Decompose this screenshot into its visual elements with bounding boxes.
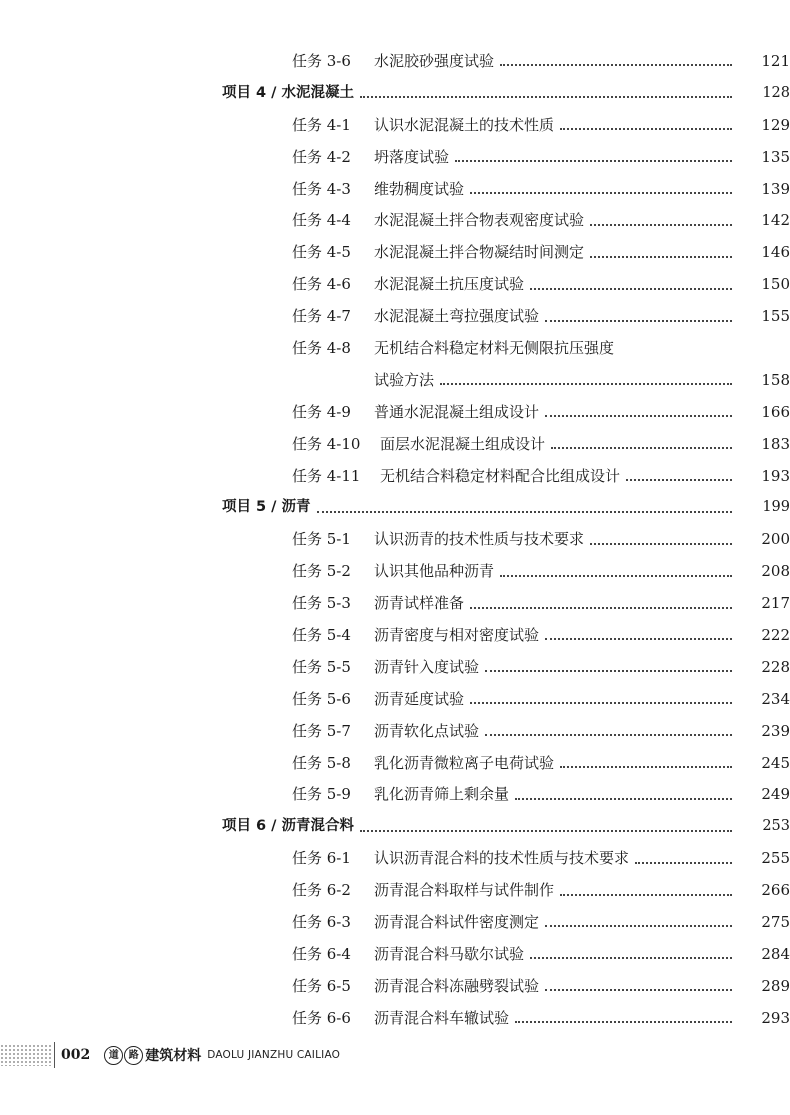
page-ref: 193 [761,466,790,485]
toc-task-entry[interactable] [0,556,790,588]
toc-task-entry[interactable] [0,843,790,875]
task-code: 任务 4-5 [292,243,351,262]
entry-title: 无机结合料稳定材料配合比组成设计 [380,466,621,485]
toc-task-entry[interactable] [0,1003,790,1035]
page-ref: 155 [761,307,790,326]
entry-title: 沥青混合料马歇尔试验 [374,944,525,963]
toc-task-entry[interactable] [0,939,790,971]
task-code: 任务 4-10 [292,434,361,453]
entry-title: 认识水泥混凝土的技术性质 [374,115,555,134]
page-ref: 249 [761,785,790,804]
dot-leader [590,542,732,545]
page-ref: 284 [761,944,790,963]
entry-title: 水泥混凝土拌合物凝结时间测定 [374,243,585,262]
dot-leader [360,829,732,832]
entry-title: 认识沥青的技术性质与技术要求 [374,530,585,549]
task-code: 任务 5-3 [292,594,351,613]
toc-task-entry[interactable] [0,684,790,716]
toc-task-entry[interactable] [0,397,790,429]
dot-leader [515,1020,732,1023]
page-ref: 146 [761,243,790,262]
entry-title: 沥青试样准备 [374,594,465,613]
entry-title: 沥青混合料试件密度测定 [374,913,540,932]
entry-title: 水泥混凝土弯拉强度试验 [374,307,540,326]
entry-title: 沥青混合料取样与试件制作 [374,881,555,900]
project-label: 项目 5 / 沥青 [222,499,311,516]
dot-leader [545,319,732,322]
entry-title: 无机结合料稳定材料无侧限抗压强度 [374,339,615,358]
toc-task-entry[interactable] [0,237,790,269]
dot-leader [470,701,732,704]
entry-title: 面层水泥混凝土组成设计 [380,434,546,453]
entry-title: 认识其他品种沥青 [374,562,495,581]
toc-project-entry[interactable] [0,78,790,110]
page-ref: 228 [761,657,790,676]
toc-task-entry[interactable] [0,652,790,684]
toc-task-entry[interactable] [0,269,790,301]
page-ref: 158 [761,370,790,389]
page-ref: 289 [761,976,790,995]
task-code: 任务 6-4 [292,944,351,963]
dot-leader [360,95,732,98]
task-code: 任务 5-6 [292,689,351,708]
book-title: 建筑材料 [145,1048,202,1064]
entry-title: 沥青软化点试验 [374,721,480,740]
toc-task-entry[interactable] [0,588,790,620]
page-ref: 217 [761,594,790,613]
page-ref: 199 [762,499,790,516]
task-code: 任务 5-5 [292,657,351,676]
footer-divider [54,1042,55,1068]
dot-leader [551,446,732,449]
task-code: 任务 5-2 [292,562,351,581]
dot-leader [590,255,732,258]
task-code: 任务 4-11 [292,466,361,485]
task-code: 任务 3-6 [292,52,351,70]
toc-task-entry[interactable] [0,524,790,556]
toc-task-entry[interactable] [0,716,790,748]
toc-task-entry[interactable] [0,875,790,907]
page-ref: 121 [761,52,790,70]
page-ref: 139 [761,179,790,198]
dot-leader [545,924,732,927]
task-code: 任务 4-2 [292,147,351,166]
entry-title: 沥青针入度试验 [374,657,480,676]
toc-task-entry[interactable] [0,461,790,493]
page-ref: 245 [761,753,790,772]
page-ref: 129 [761,115,790,134]
task-code: 任务 4-7 [292,307,351,326]
dot-leader [545,637,732,640]
page-ref: 275 [761,913,790,932]
task-code: 任务 5-7 [292,721,351,740]
page-ref: 239 [761,721,790,740]
dot-leader [626,478,732,481]
book-title-pinyin: DAOLU JIANZHU CAILIAO [207,1049,341,1061]
dot-leader [317,510,732,513]
task-code: 任务 6-1 [292,849,351,868]
entry-title: 认识沥青混合料的技术性质与技术要求 [374,849,630,868]
entry-title: 沥青混合料车辙试验 [374,1008,510,1027]
entry-title: 乳化沥青微粒离子电荷试验 [374,753,555,772]
book-logo [104,1046,143,1065]
page-ref: 255 [761,849,790,868]
toc-task-entry[interactable] [0,205,790,237]
task-code: 任务 5-1 [292,530,351,549]
entry-title: 沥青密度与相对密度试验 [374,626,540,645]
toc-task-entry[interactable] [0,46,790,78]
entry-title: 坍落度试验 [374,147,450,166]
dot-leader [530,287,732,290]
toc-task-entry[interactable] [0,110,790,142]
entry-title: 乳化沥青筛上剩余量 [374,785,510,804]
dot-leader [545,414,732,417]
task-code: 任务 4-1 [292,115,351,134]
task-code: 任务 4-4 [292,211,351,230]
entry-title: 普通水泥混凝土组成设计 [374,402,540,421]
dot-leader [530,956,732,959]
toc-task-entry[interactable] [0,971,790,1003]
page-ref: 142 [761,211,790,230]
entry-title: 试验方法 [374,370,435,389]
toc-task-entry[interactable] [0,429,790,461]
footer-dot-pattern [0,1044,52,1066]
task-code: 任务 6-6 [292,1008,351,1027]
page-number: 002 [61,1047,91,1063]
toc-entry-continuation[interactable] [0,365,790,397]
logo-char-2: 路 [124,1046,143,1065]
dot-leader [500,574,732,577]
dot-leader [560,127,732,130]
dot-leader [470,191,732,194]
page-ref: 222 [761,626,790,645]
entry-title: 水泥胶砂强度试验 [374,52,495,70]
dot-leader [485,733,732,736]
dot-leader [635,861,732,864]
page-ref: 135 [761,147,790,166]
task-code: 任务 5-8 [292,753,351,772]
toc-task-entry[interactable] [0,142,790,174]
page-ref: 266 [761,881,790,900]
dot-leader [590,223,732,226]
entry-title: 维勃稠度试验 [374,179,465,198]
toc-project-entry[interactable] [0,492,790,524]
entry-title: 沥青混合料冻融劈裂试验 [374,976,540,995]
page-ref: 234 [761,689,790,708]
toc-project-entry[interactable] [0,811,790,843]
dot-leader [560,765,732,768]
task-code: 任务 6-3 [292,913,351,932]
task-code: 任务 4-8 [292,339,351,358]
toc-task-entry[interactable] [0,333,790,365]
logo-char-1: 道 [104,1046,123,1065]
dot-leader [500,63,732,66]
toc-task-entry[interactable] [0,907,790,939]
task-code: 任务 4-3 [292,179,351,198]
page-ref: 128 [762,84,790,101]
entry-title: 水泥混凝土抗压度试验 [374,275,525,294]
page-ref: 253 [762,818,790,835]
dot-leader [515,797,732,800]
page-ref: 183 [761,434,790,453]
page-ref: 208 [761,562,790,581]
page-footer [0,1042,790,1068]
dot-leader [455,159,732,162]
dot-leader [470,606,732,609]
task-code: 任务 5-4 [292,626,351,645]
toc-task-entry[interactable] [0,301,790,333]
page-ref: 166 [761,402,790,421]
entry-title: 水泥混凝土拌合物表观密度试验 [374,211,585,230]
project-label: 项目 6 / 沥青混合料 [222,818,355,835]
table-of-contents [0,46,790,1035]
task-code: 任务 4-6 [292,275,351,294]
dot-leader [560,893,732,896]
task-code: 任务 6-2 [292,881,351,900]
task-code: 任务 5-9 [292,785,351,804]
toc-task-entry[interactable] [0,748,790,780]
toc-task-entry[interactable] [0,779,790,811]
page-ref: 200 [761,530,790,549]
project-label: 项目 4 / 水泥混凝土 [222,84,355,101]
task-code: 任务 6-5 [292,976,351,995]
dot-leader [485,669,732,672]
toc-task-entry[interactable] [0,620,790,652]
task-code: 任务 4-9 [292,402,351,421]
entry-title: 沥青延度试验 [374,689,465,708]
dot-leader [545,988,732,991]
page-ref: 150 [761,275,790,294]
toc-task-entry[interactable] [0,174,790,206]
page-ref: 293 [761,1008,790,1027]
dot-leader [440,382,732,385]
